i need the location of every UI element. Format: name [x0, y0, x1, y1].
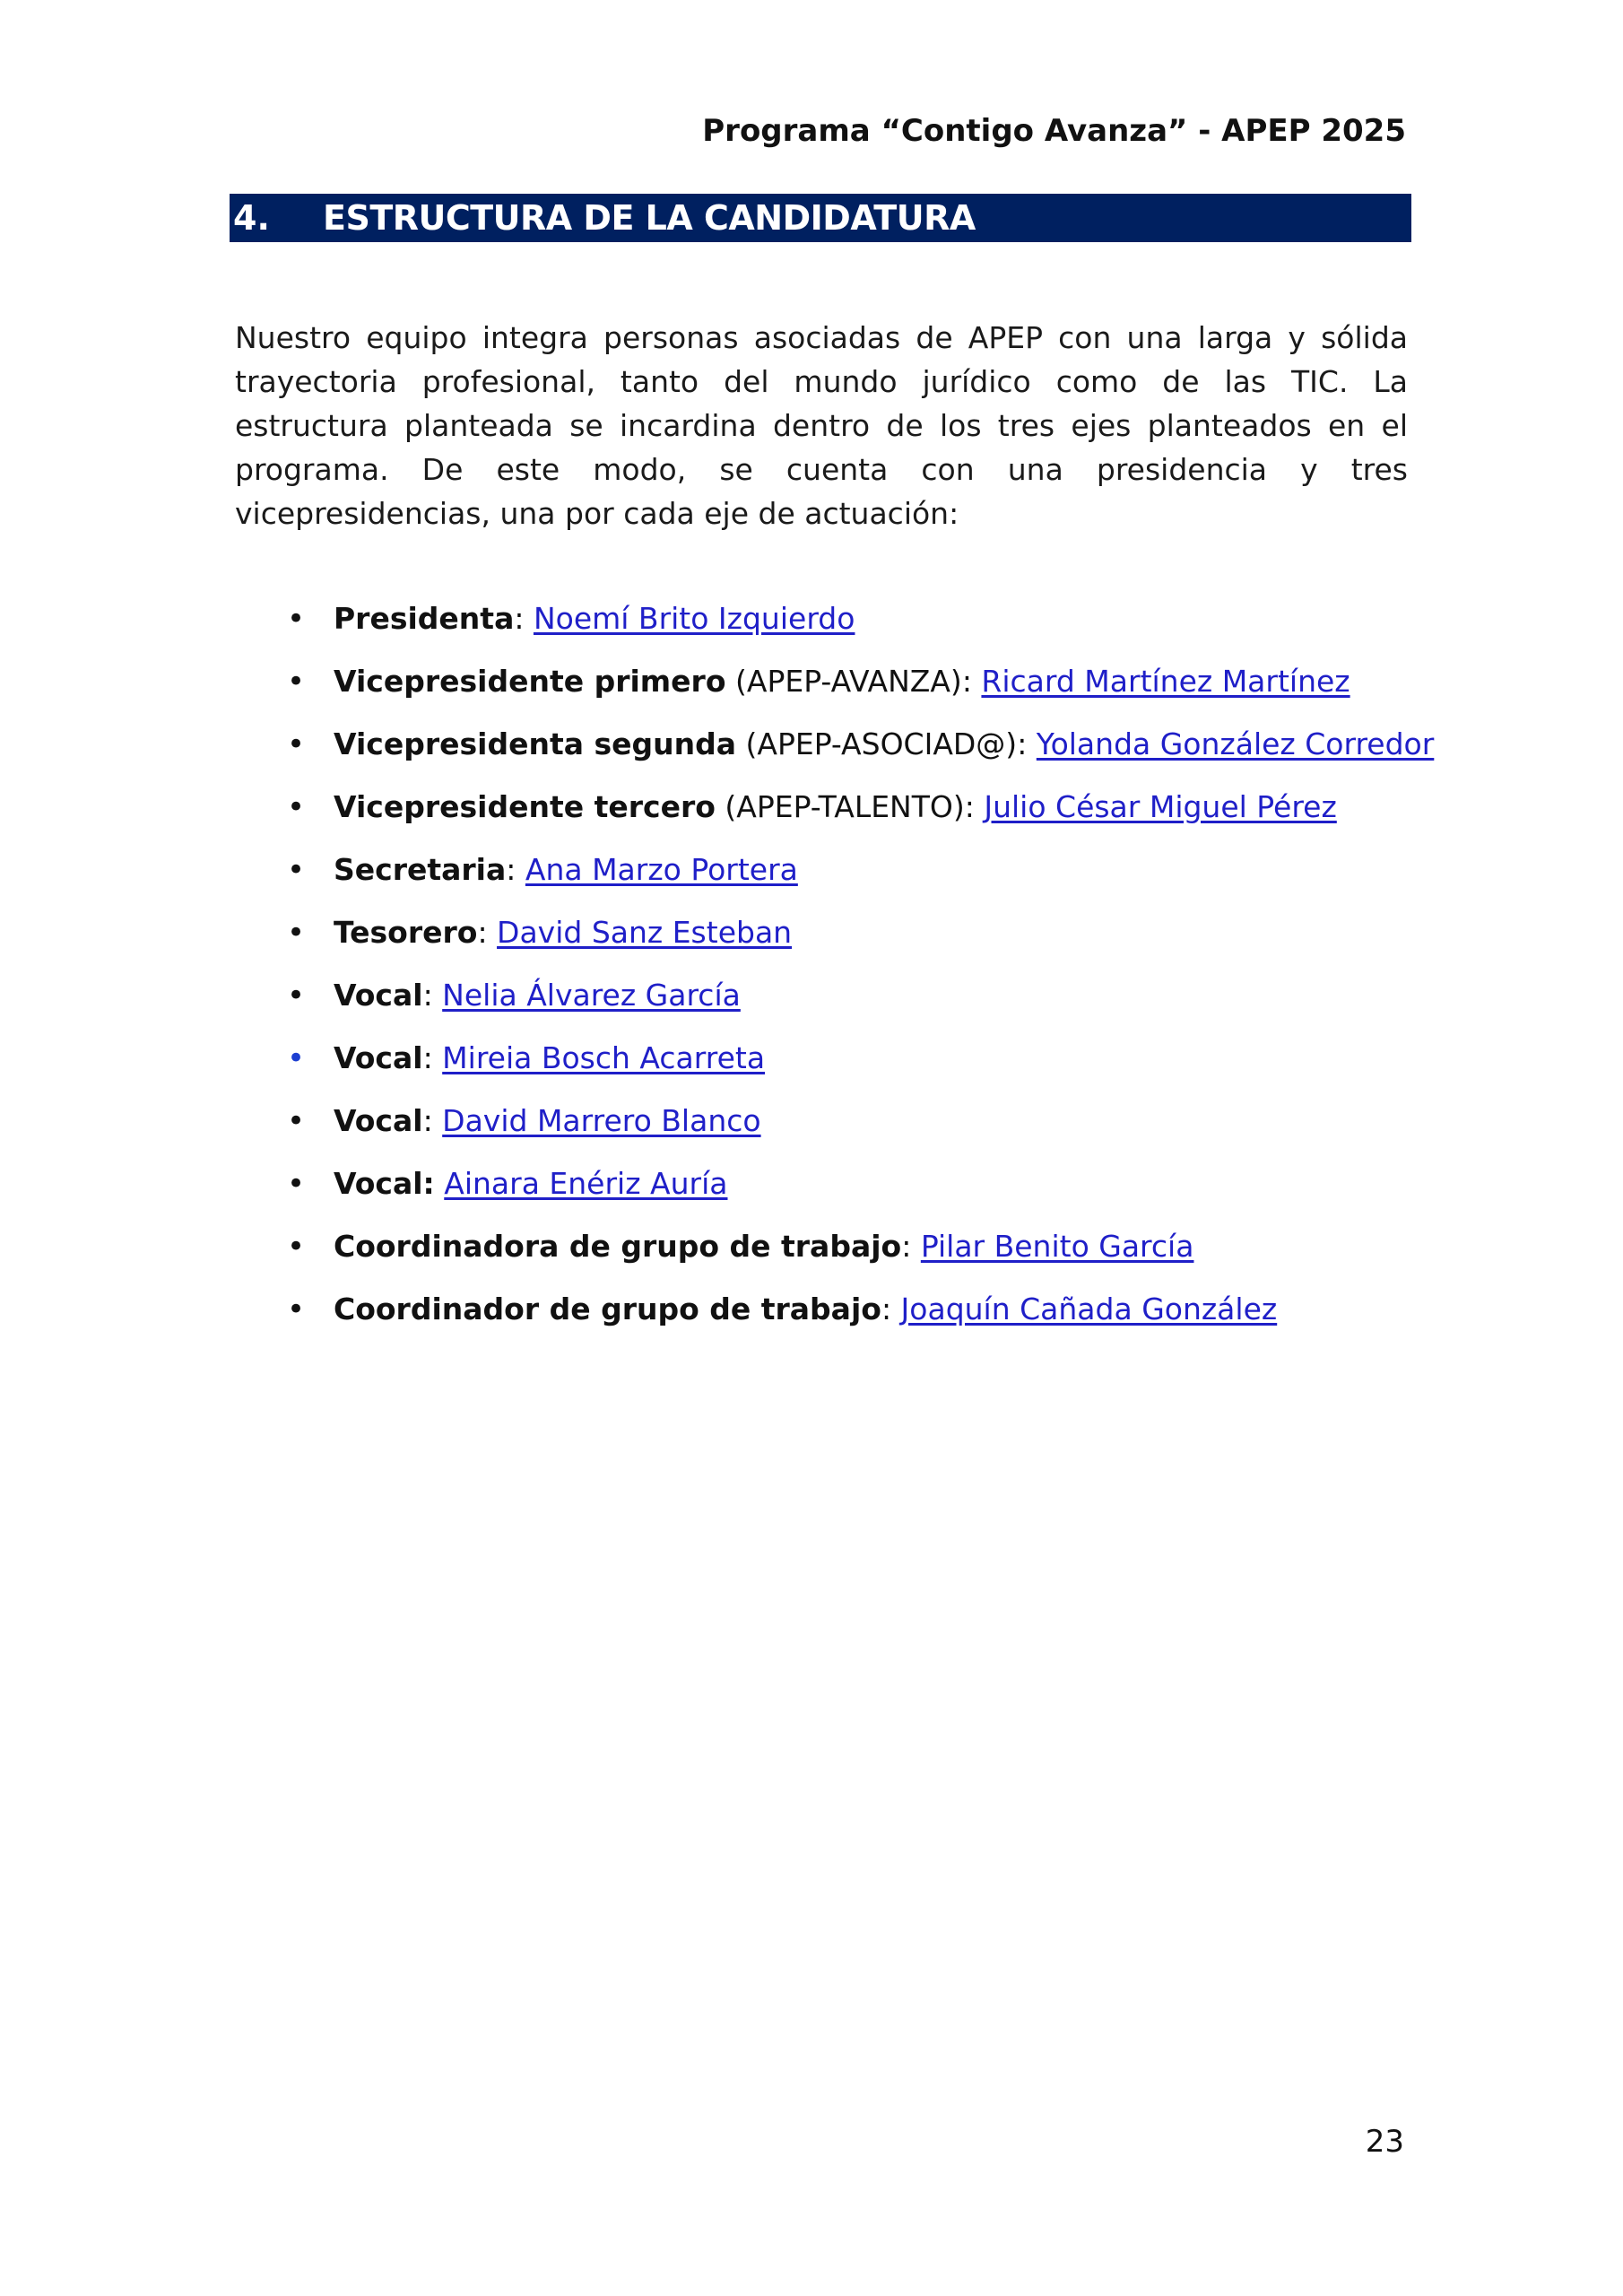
roster-role: Vicepresidente primero	[334, 664, 726, 699]
member-link[interactable]: Mireia Bosch Acarreta	[442, 1040, 766, 1075]
roster-separator	[435, 1166, 445, 1201]
roster-role: Tesorero	[334, 915, 478, 950]
roster-role: Vocal	[334, 1103, 423, 1138]
bullet-icon: •	[287, 1040, 306, 1076]
roster-role: Secretaria	[334, 852, 507, 887]
roster-detail: (APEP-ASOCIAD@)	[736, 726, 1018, 761]
roster-role: Coordinadora de grupo de trabajo	[334, 1229, 902, 1264]
roster-separator: :	[881, 1292, 901, 1326]
section-heading-bar	[230, 194, 1411, 242]
roster-role: Vicepresidenta segunda	[334, 726, 736, 761]
roster-item	[235, 906, 1419, 969]
member-link[interactable]: Joaquín Cañada González	[900, 1292, 1278, 1326]
roster-detail: (APEP-AVANZA)	[725, 664, 962, 699]
roster-role: Coordinador de grupo de trabajo	[334, 1292, 881, 1326]
roster-separator: :	[901, 1229, 921, 1264]
candidacy-roster	[235, 592, 1435, 1345]
roster-item	[235, 969, 1419, 1031]
bullet-icon: •	[287, 1166, 306, 1202]
member-link[interactable]: Ricard Martínez Martínez	[981, 664, 1350, 699]
roster-item	[235, 1220, 1419, 1283]
member-link[interactable]: Noemí Brito Izquierdo	[533, 601, 855, 636]
bullet-icon: •	[287, 852, 306, 888]
section-number: 4.	[233, 198, 270, 238]
roster-separator: :	[1017, 726, 1037, 761]
bullet-icon: •	[287, 601, 306, 637]
roster-separator: :	[514, 601, 534, 636]
roster-role: Vocal	[334, 1040, 423, 1075]
roster-role: Vocal	[334, 978, 423, 1013]
bullet-icon: •	[287, 1103, 306, 1139]
roster-separator: :	[477, 915, 498, 950]
roster-separator: :	[422, 1103, 443, 1138]
roster-item	[235, 1031, 1419, 1094]
roster-item	[235, 780, 1419, 843]
roster-item	[235, 655, 1419, 718]
member-link[interactable]: Yolanda González Corredor	[1036, 726, 1435, 761]
roster-item	[235, 718, 1435, 780]
roster-item	[235, 1157, 1419, 1220]
roster-role: Vocal:	[334, 1166, 435, 1201]
section-title: ESTRUCTURA DE LA CANDIDATURA	[323, 198, 976, 238]
roster-separator: :	[422, 978, 443, 1013]
roster-role: Presidenta	[334, 601, 515, 636]
member-link[interactable]: Nelia Álvarez García	[442, 978, 741, 1013]
bullet-icon: •	[287, 1292, 306, 1327]
bullet-icon: •	[287, 726, 306, 762]
member-link[interactable]: David Marrero Blanco	[442, 1103, 761, 1138]
roster-item	[235, 843, 1419, 906]
page-number: 23	[1365, 2124, 1404, 2160]
member-link[interactable]: David Sanz Esteban	[497, 915, 793, 950]
bullet-icon: •	[287, 664, 306, 700]
member-link[interactable]: Pilar Benito García	[920, 1229, 1194, 1264]
member-link[interactable]: Ainara Enériz Auría	[444, 1166, 728, 1201]
member-link[interactable]: Ana Marzo Portera	[525, 852, 798, 887]
roster-separator: :	[964, 789, 985, 824]
intro-paragraph: Nuestro equipo integra personas asociadas de APEP con una larga y sólida trayectoria profesional, tanto del mundo jurídico como de las TIC. La estructura planteada se incardina dentro de los tres ejes planteados en el programa. De este modo, se cuenta con una presidencia y tres vicepresidencias, una por cada eje de actuación:	[235, 320, 1408, 531]
bullet-icon: •	[287, 789, 306, 825]
roster-separator: :	[422, 1040, 443, 1075]
bullet-icon: •	[287, 978, 306, 1013]
roster-detail: (APEP-TALENTO)	[715, 789, 965, 824]
member-link[interactable]: Julio César Miguel Pérez	[984, 789, 1337, 824]
roster-item	[235, 592, 1419, 655]
roster-item	[235, 1283, 1419, 1345]
bullet-icon: •	[287, 915, 306, 951]
running-header: Programa “Contigo Avanza” - APEP 2025	[702, 113, 1406, 149]
roster-separator: :	[961, 664, 982, 699]
roster-separator: :	[506, 852, 525, 887]
bullet-icon: •	[287, 1229, 306, 1265]
roster-role: Vicepresidente tercero	[334, 789, 716, 824]
roster-item	[235, 1094, 1419, 1157]
